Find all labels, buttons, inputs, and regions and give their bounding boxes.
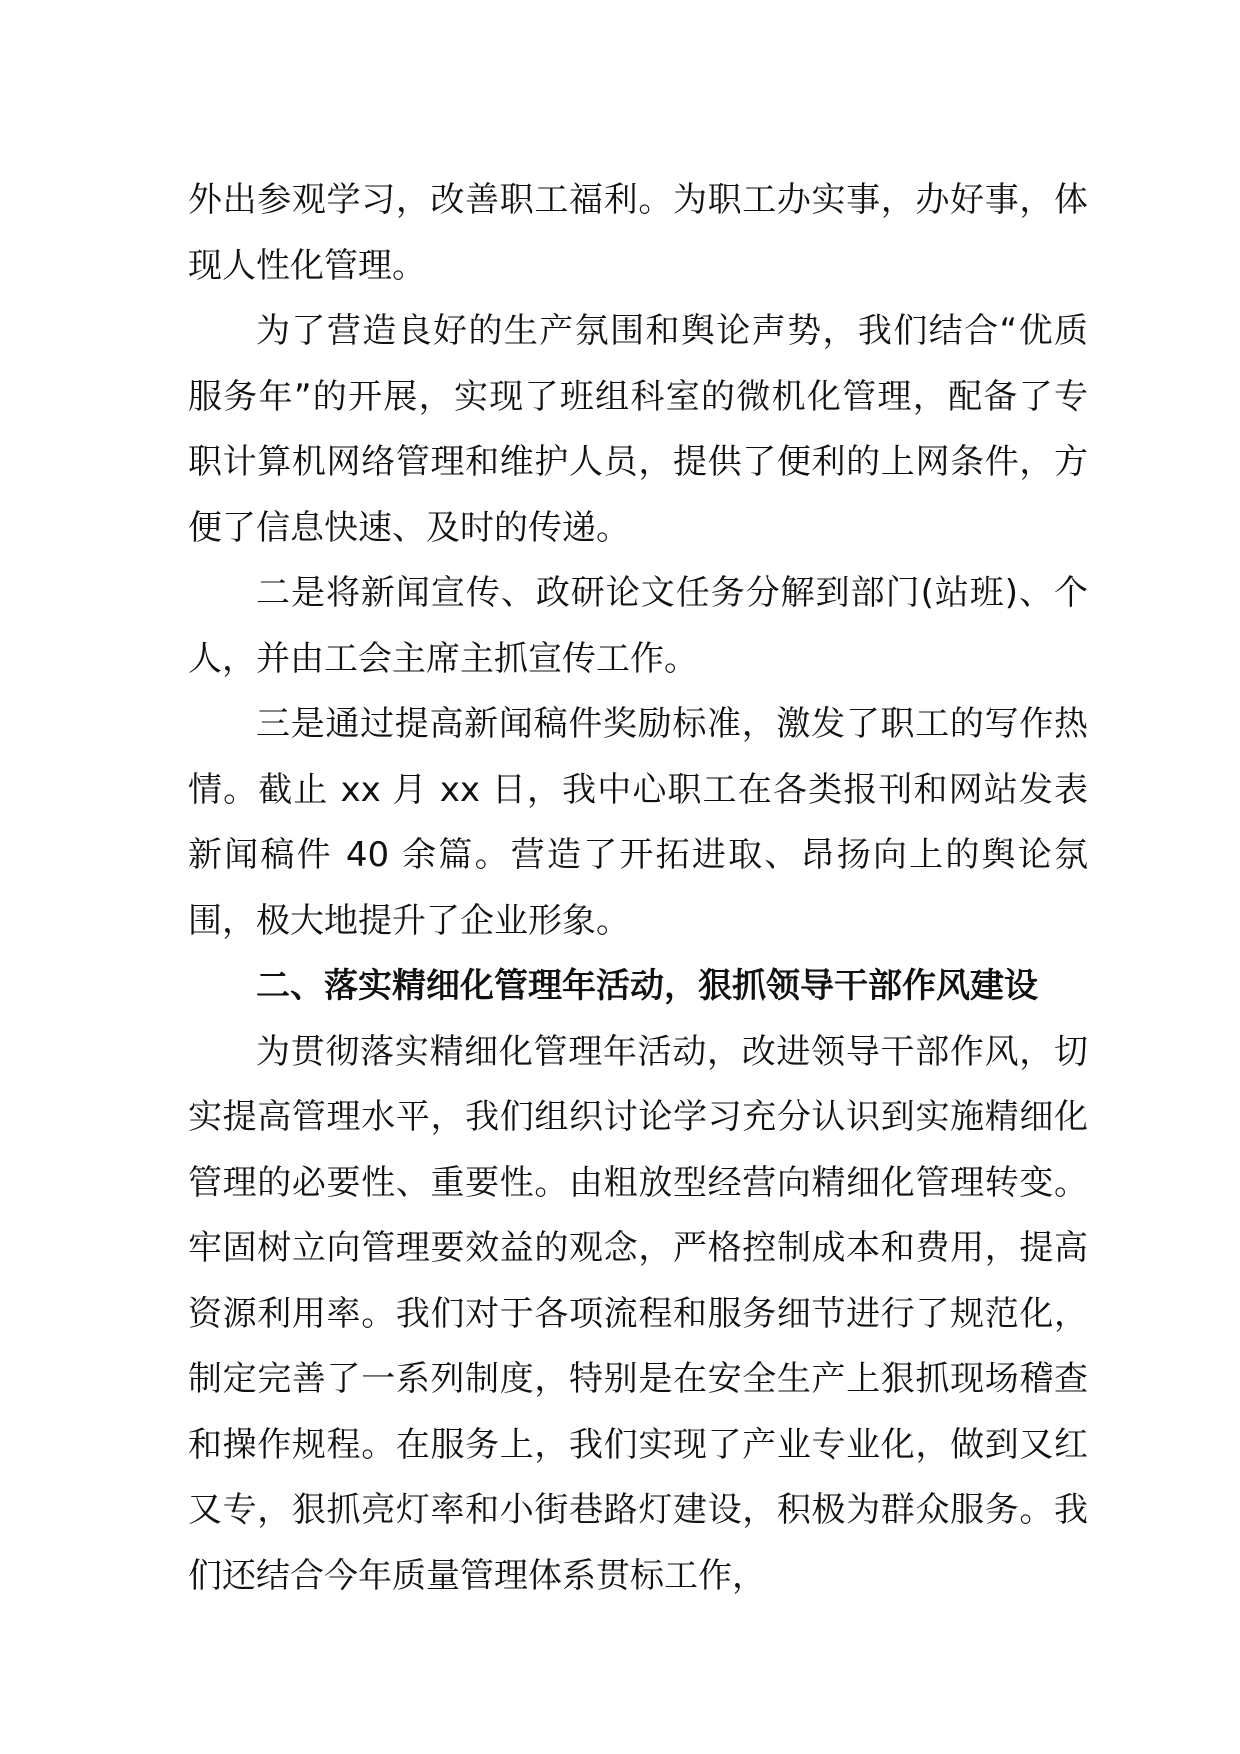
paragraph-welfare: 外出参观学习，改善职工福利。为职工办实事，办好事，体现人性化管理。 xyxy=(188,180,1088,286)
paragraph-news-reward: 三是通过提高新闻稿件奖励标准，激发了职工的写作热情。截止 xx 月 xx 日，我中心职工在各类报刊和网站发表新闻稿件 40 余篇。营造了开拓进取、昂扬向上的舆论氛围，极大地提升了企业形象。 xyxy=(188,704,1088,941)
paragraph-fine-management: 为贯彻落实精细化管理年活动，改进领导干部作风，切实提高管理水平，我们组织讨论学习充分认识到实施精细化管理的必要性、重要性。由粗放型经营向精细化管理转变。牢固树立向管理要效益的观念，严格控制成本和费用，提高资源利用率。我们对于各项流程和服务细节进行了规范化，制定完善了一系列制度，特别是在安全生产上狠抓现场稽查和操作规程。在服务上，我们实现了产业专业化，做到又红又专，狠抓亮灯率和小街巷路灯建设，积极为群众服务。我们还结合今年质量管理体系贯标工作， xyxy=(188,1031,1088,1596)
document-page xyxy=(188,168,1088,1609)
section-heading: 二、落实精细化管理年活动，狠抓领导干部作风建设 xyxy=(256,966,1038,1006)
paragraph-task-breakdown: 二是将新闻宣传、政研论文任务分解到部门(站班)、个人，并由工会主席主抓宣传工作。 xyxy=(188,573,1088,679)
paragraph-atmosphere: 为了营造良好的生产氛围和舆论声势，我们结合“优质服务年”的开展，实现了班组科室的微机化管理，配备了专职计算机网络管理和维护人员，提供了便利的上网条件，方便了信息快速、及时的传递。 xyxy=(188,311,1088,548)
